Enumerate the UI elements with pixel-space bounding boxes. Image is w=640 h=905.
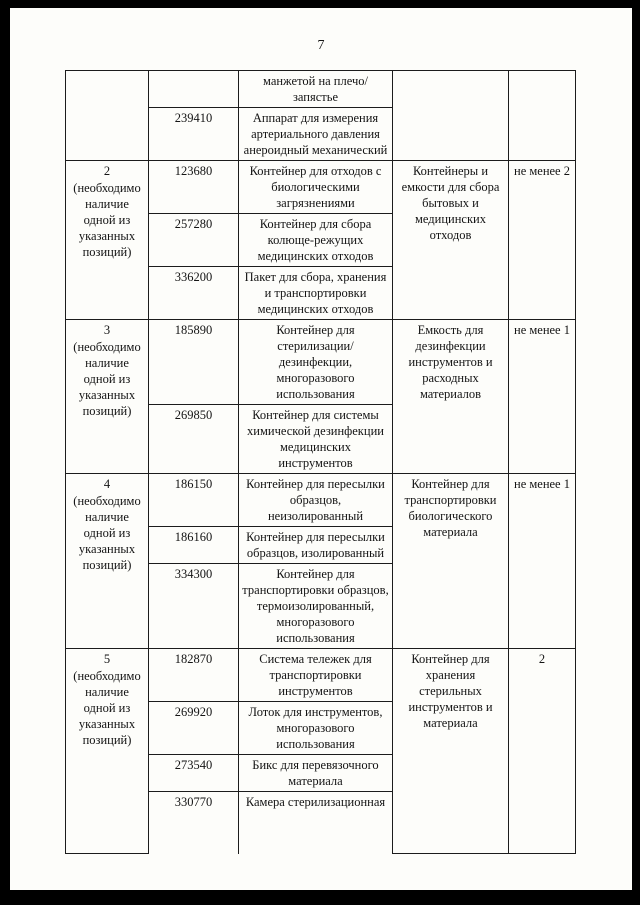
item-name-cell: манжетой на плечо/запястье [239, 71, 393, 108]
item-name-cell: Контейнер для стерилизации/ дезинфекции, многоразового использования [239, 320, 393, 405]
position-cell [66, 649, 149, 854]
category-cell [393, 71, 509, 161]
code-cell: 269850 [149, 405, 239, 474]
item-name-cell: Камера стерилизационная [239, 792, 393, 854]
document-page [10, 8, 632, 890]
code-cell: 336200 [149, 267, 239, 320]
table-row [66, 474, 576, 527]
item-name-cell: Контейнер для пересылки образцов, изолированный [239, 527, 393, 564]
item-name-cell: Бикс для перевязочного материала [239, 755, 393, 792]
code-cell: 186160 [149, 527, 239, 564]
position-cell [66, 161, 149, 320]
code-cell: 186150 [149, 474, 239, 527]
category-cell: Емкость для дезинфекции инструментов и расходных материалов [393, 320, 509, 474]
code-cell: 273540 [149, 755, 239, 792]
position-number: 5 [103, 652, 111, 666]
quantity-cell [509, 71, 576, 161]
code-cell: 334300 [149, 564, 239, 649]
item-name-cell: Контейнер для системы химической дезинфекции медицинских инструментов [239, 405, 393, 474]
item-name-cell: Контейнер для сбора колюще-режущих медицинских отходов [239, 214, 393, 267]
code-cell: 269920 [149, 702, 239, 755]
item-name-cell: Контейнер для отходов с биологическими загрязнениями [239, 161, 393, 214]
table-row [66, 161, 576, 214]
item-name-cell: Аппарат для измерения артериального давления анероидный механический [239, 108, 393, 161]
code-cell: 239410 [149, 108, 239, 161]
page-number: 7 [317, 38, 325, 53]
code-cell: 182870 [149, 649, 239, 702]
position-note: (необходимо наличие одной из указанных позиций) [73, 494, 141, 572]
code-cell: 123680 [149, 161, 239, 214]
code-cell: 257280 [149, 214, 239, 267]
item-name-cell: Пакет для сбора, хранения и транспортировки медицинских отходов [239, 267, 393, 320]
code-cell [149, 71, 239, 108]
category-cell: Контейнер для хранения стерильных инструментов и материала [393, 649, 509, 854]
position-cell [66, 320, 149, 474]
item-name-cell: Контейнер для пересылки образцов, неизолированный [239, 474, 393, 527]
item-name-cell: Контейнер для транспортировки образцов, термоизолированный, многоразового использования [239, 564, 393, 649]
table-row [66, 71, 576, 108]
code-cell: 185890 [149, 320, 239, 405]
table-row [66, 649, 576, 702]
quantity-cell: не менее 1 [509, 474, 576, 649]
equipment-table [65, 70, 576, 854]
category-cell: Контейнеры и емкости для сбора бытовых и медицинских отходов [393, 161, 509, 320]
code-cell: 330770 [149, 792, 239, 854]
position-number: 3 [103, 323, 111, 337]
position-number: 2 [103, 164, 111, 178]
quantity-cell: не менее 1 [509, 320, 576, 474]
category-cell: Контейнер для транспортировки биологического материала [393, 474, 509, 649]
position-note: (необходимо наличие одной из указанных позиций) [73, 340, 141, 418]
item-name-cell: Система тележек для транспортировки инструментов [239, 649, 393, 702]
position-number: 4 [103, 477, 111, 491]
item-name-cell: Лоток для инструментов, многоразового использования [239, 702, 393, 755]
position-cell [66, 474, 149, 649]
position-cell [66, 71, 149, 161]
quantity-cell: 2 [509, 649, 576, 854]
position-note: (необходимо наличие одной из указанных позиций) [73, 669, 141, 747]
position-note: (необходимо наличие одной из указанных позиций) [73, 181, 141, 259]
quantity-cell: не менее 2 [509, 161, 576, 320]
table-row [66, 320, 576, 405]
